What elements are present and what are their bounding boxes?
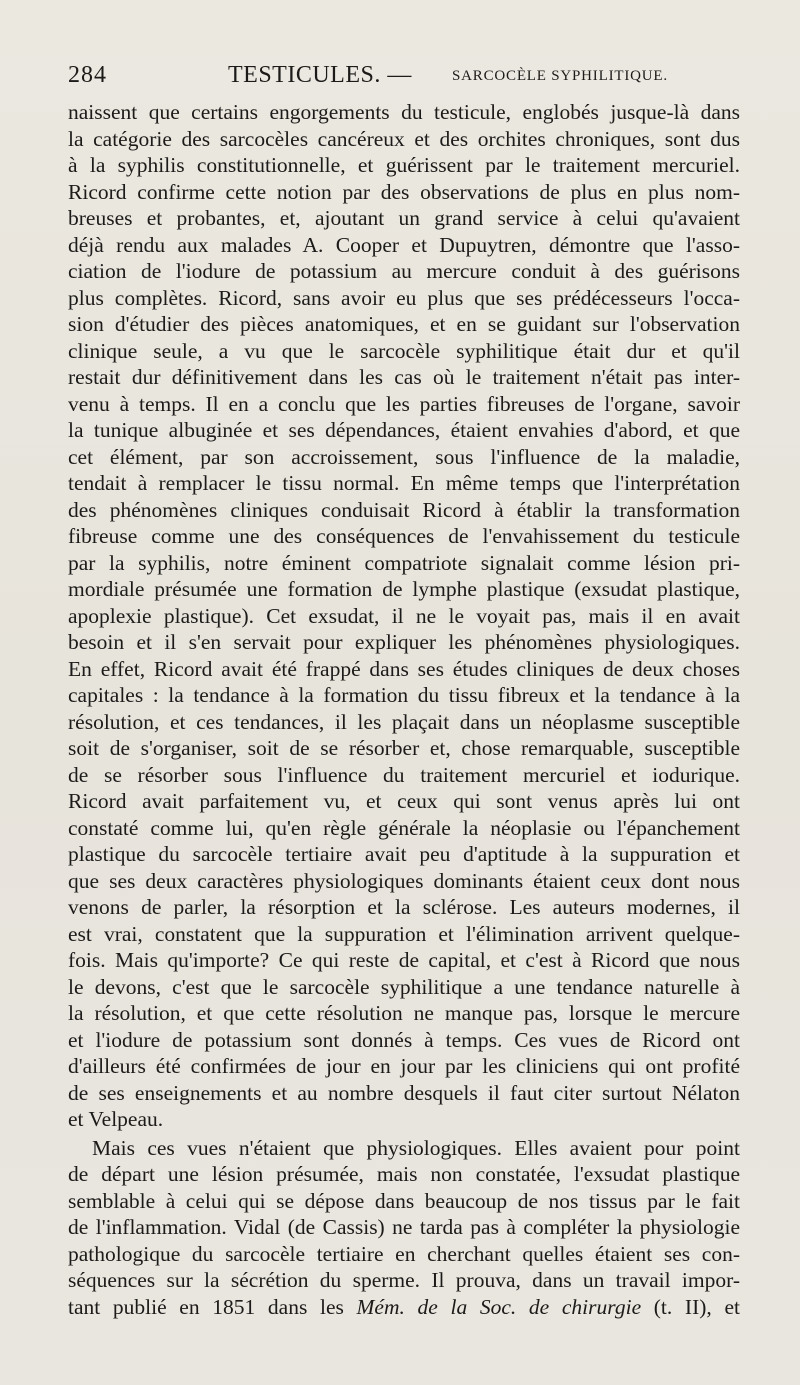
text-line: restait dur définitivement dans les cas où le traitement n'était pas inter- xyxy=(68,365,740,389)
text-line: Ricord avait parfaitement vu, et ceux qui sont venus après lui ont xyxy=(68,789,740,813)
text-line: séquences sur la sécrétion du sperme. Il prouva, dans un travail impor- xyxy=(68,1268,740,1292)
paragraph-2 xyxy=(68,1135,740,1321)
text-line: cet élément, par son accroissement, sous l'influence de la maladie, xyxy=(68,444,740,469)
text-line: de l'inflammation. Vidal (de Cassis) ne tarda pas à compléter la physiologie xyxy=(68,1215,740,1239)
text-line: la catégorie des sarcocèles cancéreux et des orchites chroniques, sont dus xyxy=(68,126,740,151)
running-subtitle: SARCOCÈLE SYPHILITIQUE. xyxy=(452,68,668,84)
text-line: et Velpeau. xyxy=(68,1107,164,1131)
running-title: TESTICULES. — xyxy=(228,62,412,88)
paragraph-1 xyxy=(68,99,740,1133)
text-line: apoplexie plastique). Cet exsudat, il ne le voyait pas, mais il en avait xyxy=(68,603,740,628)
text-line: semblable à celui qui se dépose dans beaucoup de nos tissus par le fait xyxy=(68,1188,740,1213)
text-line: plastique du sarcocèle tertiaire avait peu d'aptitude à la suppuration et xyxy=(68,842,740,866)
text-line: mordiale présumée une formation de lymphe plastique (exsudat plastique, xyxy=(68,577,740,601)
text-line: naissent que certains engorgements du testicule, englobés jusque-là dans xyxy=(68,100,740,124)
text-line-with-citation xyxy=(68,1294,740,1321)
journal-citation: Mém. de la Soc. de chirurgie xyxy=(356,1294,642,1319)
text-line: le devons, c'est que le sarcocèle syphilitique a une tendance naturelle à xyxy=(68,974,740,999)
text-line: résolution, et ces tendances, il les plaçait dans un néoplasme susceptible xyxy=(68,709,740,734)
text-line: que ses deux caractères physiologiques dominants étaient ceux dont nous xyxy=(68,868,740,893)
text-line: d'ailleurs été confirmées de jour en jour par les cliniciens qui ont profité xyxy=(68,1054,740,1078)
text-line: et l'iodure de potassium sont donnés à temps. Ces vues de Ricord ont xyxy=(68,1027,740,1052)
text-line: Mais ces vues n'étaient que physiologiques. Elles avaient pour point xyxy=(92,1135,740,1160)
text-line: clinique seule, a vu que le sarcocèle syphilitique était dur et qu'il xyxy=(68,338,740,363)
text-line: soit de s'organiser, soit de se résorber et, chose remarquable, susceptible xyxy=(68,736,740,760)
text-line: fois. Mais qu'importe? Ce qui reste de capital, et c'est à Ricord que nous xyxy=(68,948,740,972)
text-line: sion d'étudier des pièces anatomiques, et en se guidant sur l'observation xyxy=(68,312,740,336)
text-line: venu à temps. Il en a conclu que les parties fibreuses de l'organe, savoir xyxy=(68,391,740,416)
text-line: plus complètes. Ricord, sans avoir eu plus que ses prédécesseurs l'occa- xyxy=(68,285,740,310)
text-line: pathologique du sarcocèle tertiaire en cherchant quelles étaient ses con- xyxy=(68,1241,740,1266)
text-line: Ricord confirme cette notion par des observations de plus en plus nom- xyxy=(68,179,740,204)
text-line: constaté comme lui, qu'en règle générale la néoplasie ou l'épanchement xyxy=(68,815,740,840)
page-number: 284 xyxy=(68,62,107,88)
text-line: besoin et il s'en servait pour expliquer les phénomènes physiologiques. xyxy=(68,630,740,654)
text-line: de se résorber sous l'influence du traitement mercuriel et iodurique. xyxy=(68,762,740,787)
body-text xyxy=(68,99,740,1320)
text-line: venons de parler, la résorption et la sclérose. Les auteurs modernes, il xyxy=(68,895,740,919)
text-line: fibreuse comme une des conséquences de l'envahissement du testicule xyxy=(68,524,740,548)
text-line: En effet, Ricord avait été frappé dans ses études cliniques de deux choses xyxy=(68,656,740,681)
text-line: la résolution, et que cette résolution ne manque pas, lorsque le mercure xyxy=(68,1001,740,1025)
text-line: des phénomènes cliniques conduisait Ricord à établir la transformation xyxy=(68,497,740,522)
text-line: à la syphilis constitutionnelle, et guérissent par le traitement mercuriel. xyxy=(68,153,740,177)
text-line: capitales : la tendance à la formation du tissu fibreux et la tendance à la xyxy=(68,683,740,707)
line-text-before: tant publié en 1851 dans les xyxy=(68,1294,357,1319)
text-line: de ses enseignements et au nombre desquels il faut citer surtout Nélaton xyxy=(68,1080,740,1105)
text-line: ciation de l'iodure de potassium au mercure conduit à des guérisons xyxy=(68,259,740,283)
running-header xyxy=(68,60,740,92)
text-line: tendait à remplacer le tissu normal. En même temps que l'interprétation xyxy=(68,471,740,495)
text-line: la tunique albuginée et ses dépendances, étaient envahies d'abord, et que xyxy=(68,418,740,442)
text-line: déjà rendu aux malades A. Cooper et Dupuytren, démontre que l'asso- xyxy=(68,232,740,257)
text-line: breuses et probantes, et, ajoutant un grand service à celui qu'avaient xyxy=(68,206,740,230)
line-text-after: (t. II), et xyxy=(641,1294,740,1319)
text-line: par la syphilis, notre éminent compatriote signalait comme lésion pri- xyxy=(68,550,740,575)
text-line: de départ une lésion présumée, mais non constatée, l'exsudat plastique xyxy=(68,1162,740,1186)
text-line: est vrai, constatent que la suppuration et l'élimination arrivent quelque- xyxy=(68,921,740,946)
